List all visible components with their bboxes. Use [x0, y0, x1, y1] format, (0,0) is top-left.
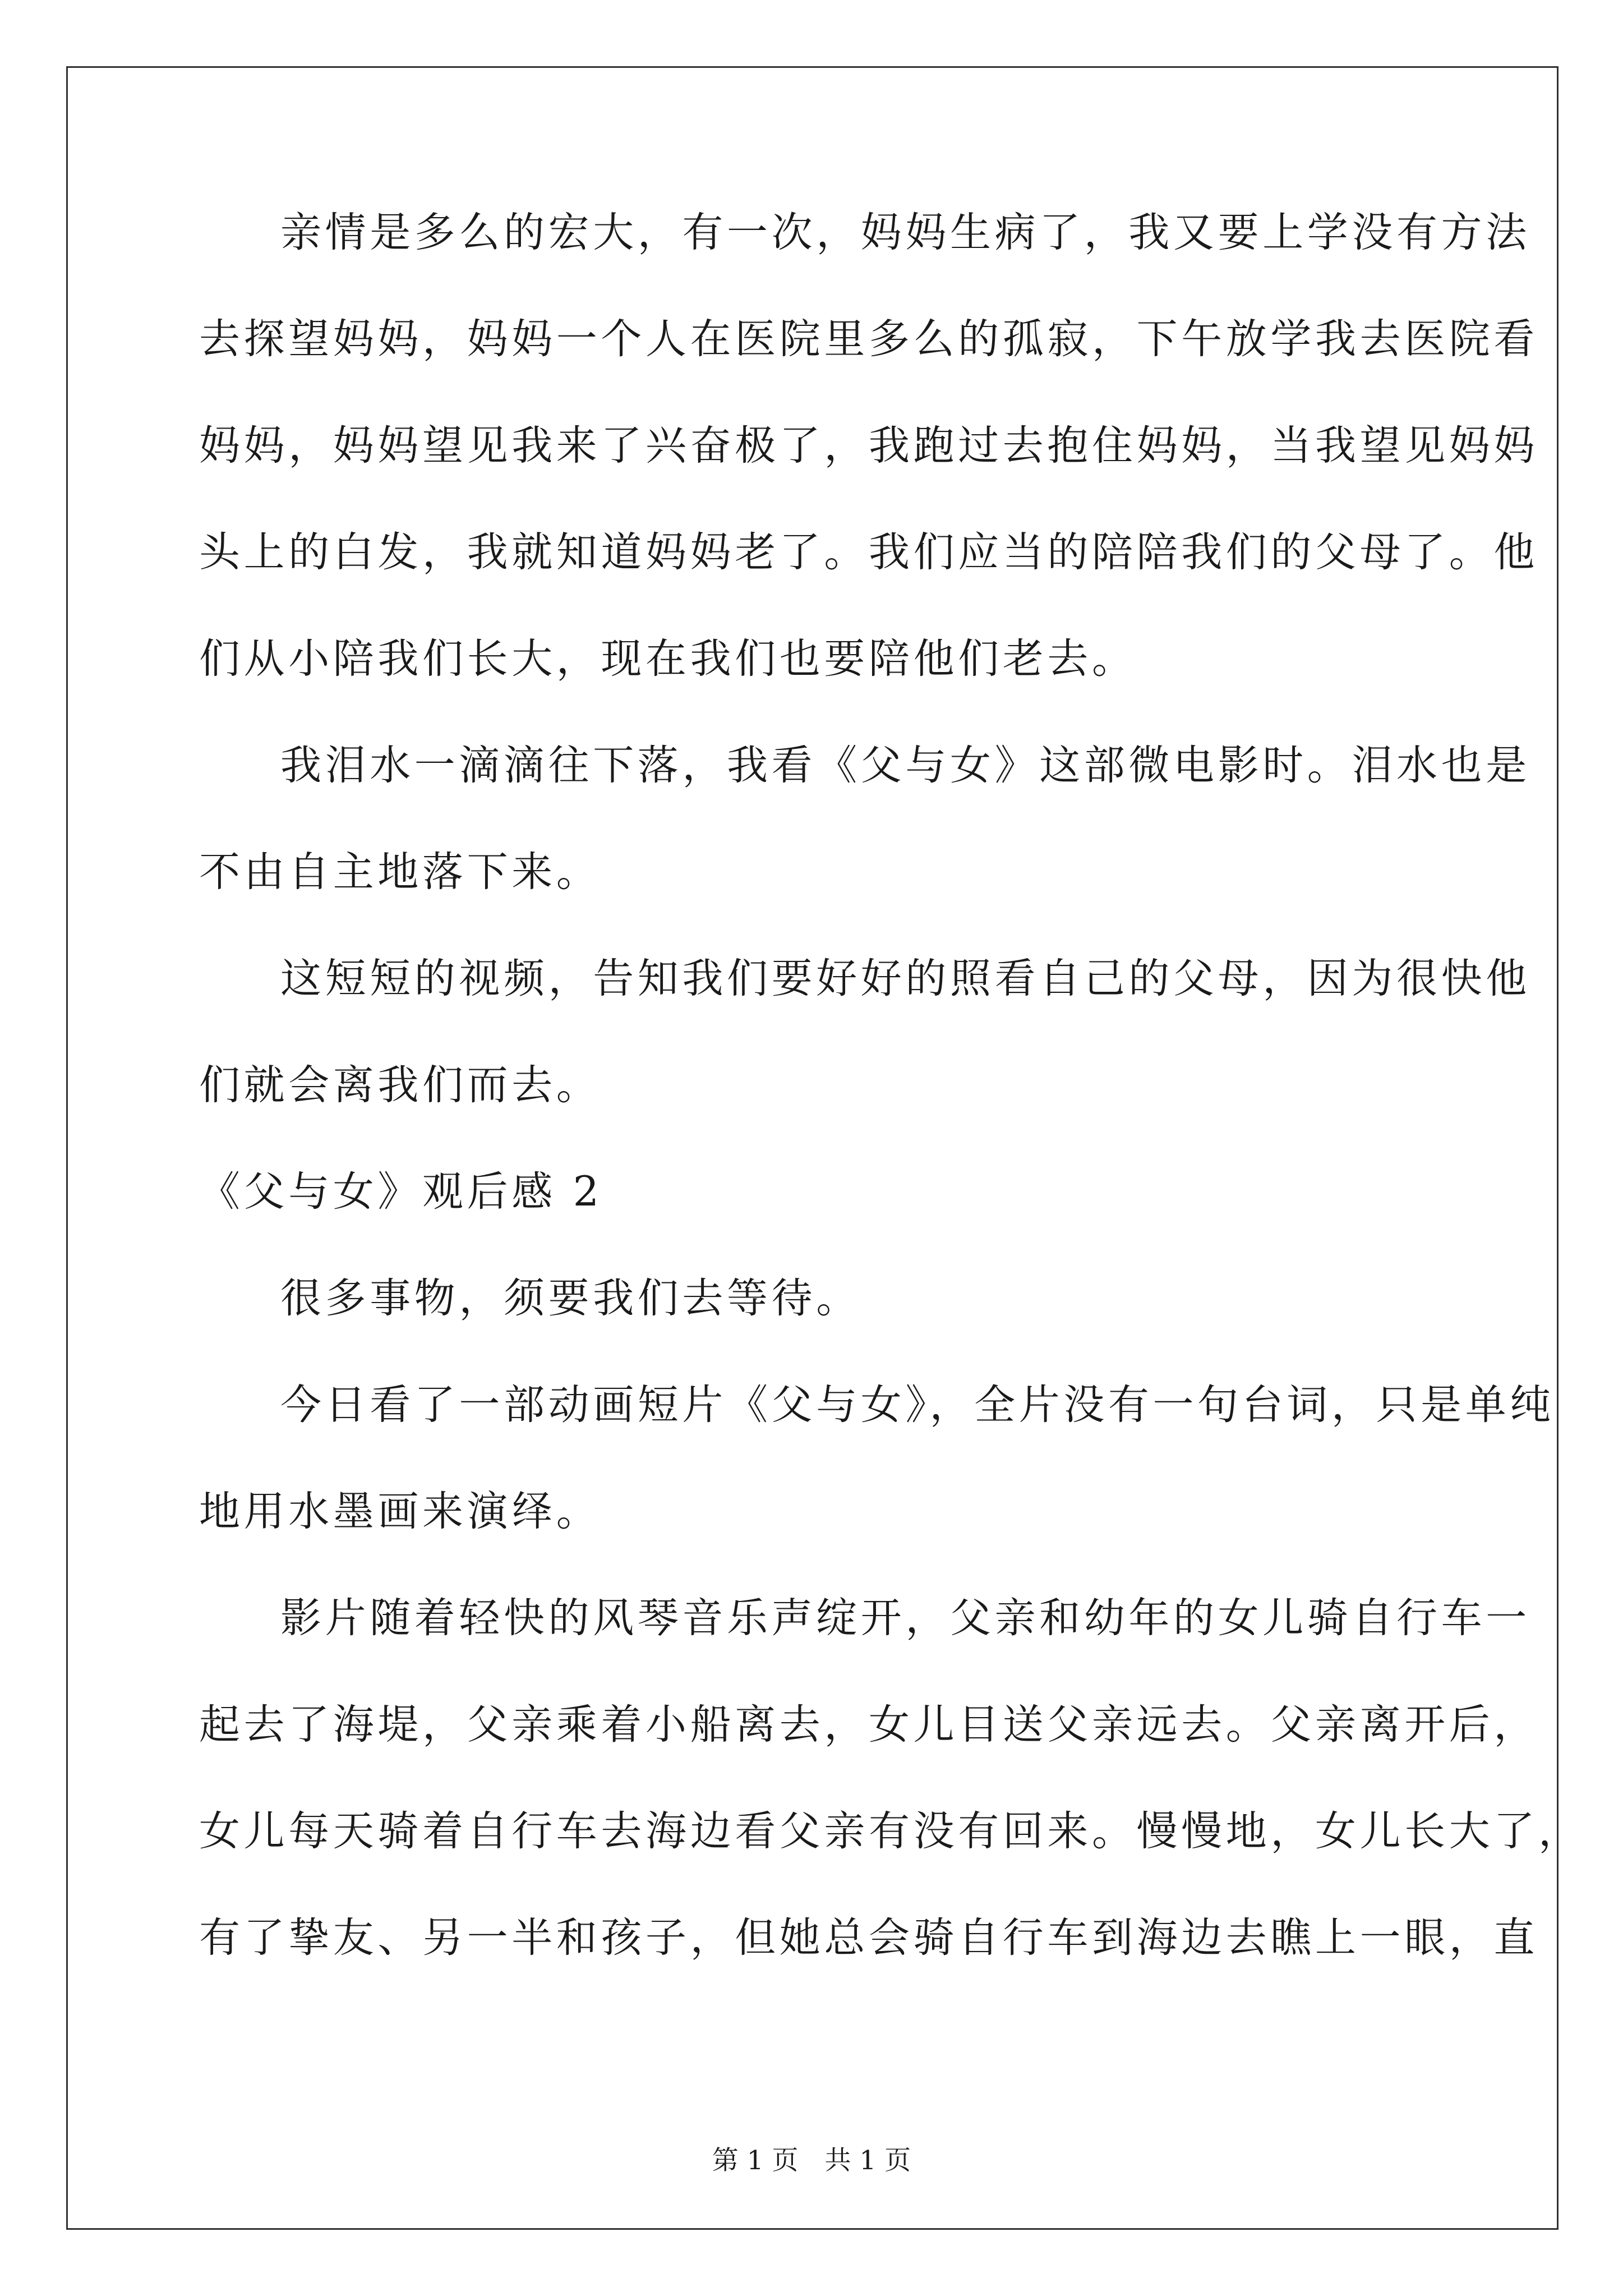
text-line: 影片随着轻快的风琴音乐声绽开，父亲和幼年的女儿骑自行车一 [280, 1594, 1530, 1642]
text-line: 地用水墨画来演绎。 [199, 1488, 601, 1535]
section-heading: 《父与女》观后感 2 [199, 1168, 603, 1216]
page-footer: 第 1 页 共 1 页 [712, 2145, 911, 2176]
text-line: 去探望妈妈，妈妈一个人在医院里多么的孤寂，下午放学我去医院看 [199, 315, 1538, 363]
text-line: 妈妈，妈妈望见我来了兴奋极了，我跑过去抱住妈妈，当我望见妈妈 [199, 422, 1538, 470]
text-line: 这短短的视频，告知我们要好好的照看自己的父母，因为很快他 [280, 955, 1530, 1002]
text-line: 起去了海堤，父亲乘着小船离去，女儿目送父亲远去。父亲离开后， [199, 1701, 1538, 1749]
text-line: 们就会离我们而去。 [199, 1061, 601, 1109]
text-line: 女儿每天骑着自行车去海边看父亲有没有回来。慢慢地，女儿长大了， [199, 1807, 1583, 1855]
text-line: 们从小陪我们长大，现在我们也要陪他们老去。 [199, 635, 1137, 683]
text-line: 亲情是多么的宏大，有一次，妈妈生病了，我又要上学没有方法 [280, 209, 1530, 256]
text-line: 很多事物，须要我们去等待。 [280, 1274, 861, 1322]
text-line: 不由自主地落下来。 [199, 848, 601, 896]
text-line: 今日看了一部动画短片《父与女》，全片没有一句台词，只是单纯 [280, 1381, 1555, 1429]
text-line: 头上的白发，我就知道妈妈老了。我们应当的陪陪我们的父母了。他 [199, 528, 1538, 576]
text-line: 我泪水一滴滴往下落，我看《父与女》这部微电影时。泪水也是 [280, 742, 1530, 789]
text-line: 有了挚友、另一半和孩子，但她总会骑自行车到海边去瞧上一眼，直 [199, 1914, 1538, 1962]
